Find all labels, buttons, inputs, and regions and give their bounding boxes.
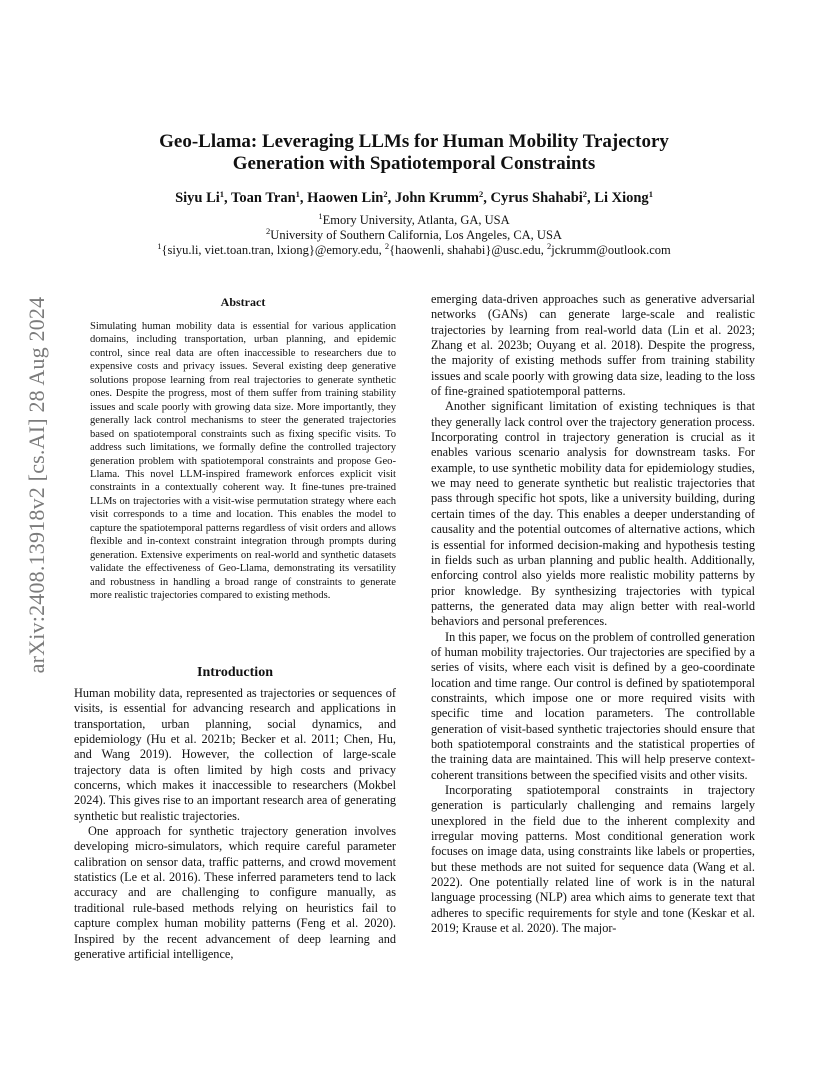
author: Siyu Li$^1$ — [175, 189, 225, 206]
paragraph: Incorporating spatiotemporal constraints in trajectory generation is particularly challenging and remains largely unexplored in the field due to the inherent complexity and irregular moving patterns. Most conditional generation work focuses on image data, using constraints like labels or properties, but these methods are not suited for sequence data (Wang et al. 2022). One potentially related line of work is in the natural language processing (NLP) area which aims to generate text that adheres to specific requirements for style and tone (Keskar et al. 2019; Krause et al. 2020). The major- — [431, 783, 755, 936]
arxiv-identifier-text: arXiv:2408.13918v2 [cs.AI] 28 Aug 2024 — [24, 296, 49, 674]
paragraph: Human mobility data, represented as trajectories or sequences of visits, is essential for advancing research and applications in transportation, urban planning, social dynamics, and epidemiology (Hu et al. 2021b; Becker et al. 2011; Chen, Hu, and Wang 2019). However, the collection of large-scale trajectory data is often limited by high costs and privacy concerns, which makes it inaccessible to researchers (Mokbel 2024). This gives rise to an important research area of generating synthetic but realistic trajectories. — [74, 686, 396, 823]
affiliation-emory: $^1$Emory University, Atlanta, GA, USA — [318, 211, 510, 227]
introduction-heading: Introduction — [197, 665, 273, 680]
author-emails: $^1${siyu.li, viet.toan.tran, lxiong}@emory.edu, $^2${haowenli, shahabi}@usc.edu, $^2$jckrumm@outlook.com — [157, 241, 671, 257]
arxiv-identifier-sidebar — [20, 290, 54, 680]
paragraph: emerging data-driven approaches such as generative adversarial networks (GANs) can generate large-scale and realistic trajectories by learning from real-world data (Lin et al. 2023; Zhang et al. 2023b; Ouyang et al. 2018). Despite the progress, the majority of existing methods suffer from training stability issues and scale poorly with growing data size, leading to the loss of fine-grained spatiotemporal patterns. — [431, 292, 755, 399]
author-list: Siyu Li$^1$, Toan Tran$^1$, Haowen Lin$^2$, John Krumm$^2$, Cyrus Shahabi$^2$, Li Xiong$^1$ — [175, 189, 653, 206]
title-line-1: Geo-Llama: Leveraging LLMs for Human Mobility Trajectory — [159, 131, 669, 152]
paragraph: Another significant limitation of existing techniques is that they generally lack control over the trajectory generation process. Incorporating control in trajectory generation is crucial as it enables various scenario analysis for downstream tasks. For example, to use synthetic mobility data for epidemiology studies, we may need to generate synthetic but realistic trajectories that pass through specific hot spots, like a university building, during certain times of the day. This enables a deeper understanding of causality and the potential outcomes of alternative actions, which is essential for informed decision-making and hypothesis testing in fields such as urban planning and public health. Additionally, enforcing control also yields more realistic mobility patterns by prior knowledge. By synthesizing trajectories with typical patterns, the generated data may align better with real-world behaviors and personal preferences. — [431, 399, 755, 629]
paper-title — [74, 131, 754, 175]
left-column-body — [74, 686, 396, 962]
author: John Krumm$^2$ — [394, 189, 484, 206]
paragraph: In this paper, we focus on the problem of controlled generation of human mobility trajectories. Our trajectories are specified by a series of visits, where each visit is defined by a geo-coordinate location and time range. Our control is defined by spatiotemporal constraints, which impose one or more required visits with specific time and location parameters. The controllable generation of visit-based synthetic trajectories should ensure that both spatiotemporal constraints and the statistical properties of the training data are maintained. This will help preserve context-coherent transitions between the specified visits and other visits. — [431, 629, 755, 782]
paragraph: One approach for synthetic trajectory generation involves developing micro-simulators, which require careful parameter calibration on sensor data, traffic patterns, and crowd movement statistics (Le et al. 2016). These inferred parameters tend to lack accuracy and are challenging to configure manually, as traditional rule-based methods relying on heuristics fail to capture complex human mobility patterns (Feng et al. 2020). Inspired by the recent advancement of deep learning and generative artificial intelligence, — [74, 824, 396, 961]
title-line-2: Generation with Spatiotemporal Constraints — [232, 153, 596, 174]
right-column-body — [431, 292, 755, 936]
abstract-text: Simulating human mobility data is essential for various application domains, including transportation, urban planning, and epidemic control, since real data are often inaccessible to researchers due to expensive costs and privacy issues. Several existing deep generative solutions propose learning from real trajectories to generate synthetic ones. Despite the progress, most of them suffer from training stability issues and scale poorly with growing data size. More importantly, they generally lack control mechanisms to steer the generated trajectories based on spatiotemporal constraints such as fixing specific visits. To address such limitations, we formally define the controlled trajectory generation problem with spatiotemporal constraints and propose Geo-Llama. This novel LLM-inspired framework enforces explicit visit constraints in a contextually coherent way. It fine-tunes pre-trained LLMs on trajectories with a visit-wise permutation strategy where each visit corresponds to a time and location. This enables the model to capture the spatiotemporal patterns regardless of visit orders and allows flexible and in-context constraint integration through prompts during generation. Extensive experiments on real-world and synthetic datasets validate the effectiveness of Geo-Llama, demonstrating its versatility and robustness in handling a broad range of constraints to generate more realistic trajectories compared to existing methods. — [90, 321, 396, 602]
abstract-heading: Abstract — [220, 295, 266, 309]
author: Cyrus Shahabi$^2$ — [490, 189, 588, 206]
author: Toan Tran$^1$ — [231, 189, 300, 206]
affiliation-usc: $^2$University of Southern California, Los Angeles, CA, USA — [266, 226, 562, 242]
author: Haowen Lin$^2$ — [307, 189, 388, 206]
author: Li Xiong$^1$ — [594, 189, 653, 206]
